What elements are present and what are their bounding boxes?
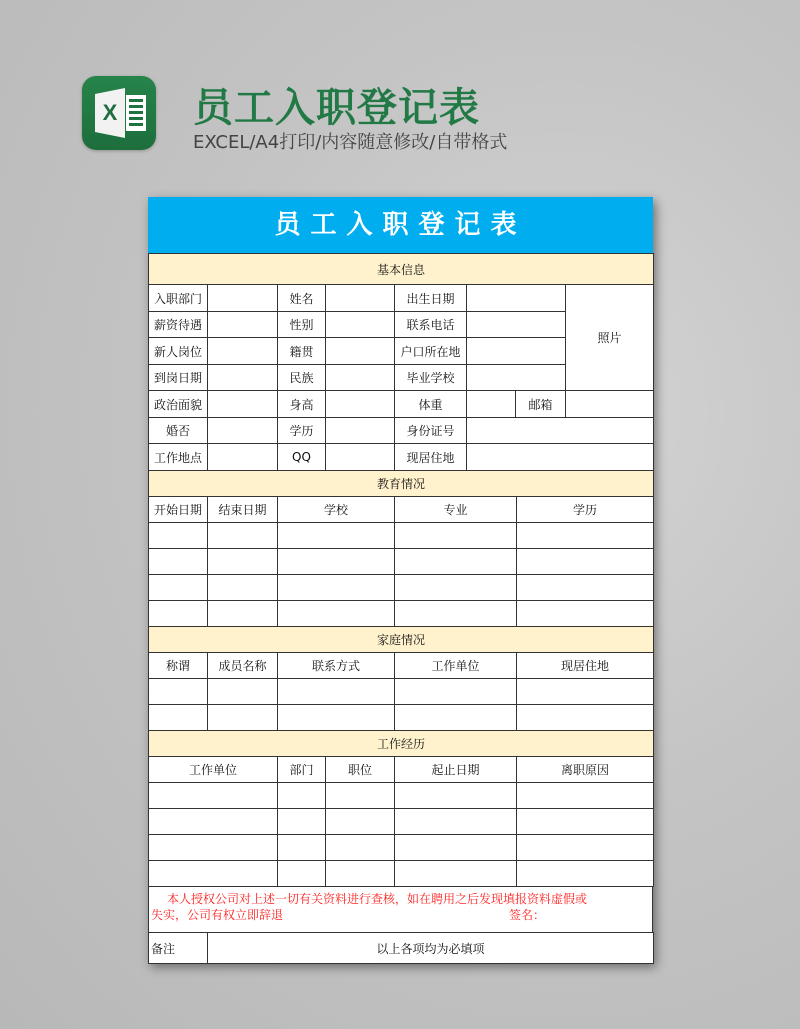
cell[interactable]	[208, 705, 278, 731]
field-school[interactable]	[467, 365, 566, 391]
cell[interactable]	[149, 835, 278, 861]
section-family: 家庭情况	[149, 627, 654, 653]
table-row	[149, 861, 654, 887]
cell[interactable]	[395, 601, 517, 627]
field-education[interactable]	[326, 418, 395, 444]
cell[interactable]	[326, 835, 395, 861]
cell[interactable]	[517, 549, 654, 575]
label-birthdate: 出生日期	[395, 285, 467, 312]
field-start-date[interactable]	[208, 365, 278, 391]
field-qq[interactable]	[326, 444, 395, 471]
cell[interactable]	[395, 549, 517, 575]
label-salary: 薪资待遇	[149, 312, 208, 338]
cell[interactable]	[208, 601, 278, 627]
field-department[interactable]	[208, 285, 278, 312]
field-weight[interactable]	[467, 391, 516, 418]
cell[interactable]	[149, 549, 208, 575]
photo-cell[interactable]: 照片	[566, 285, 654, 391]
cell[interactable]	[278, 705, 395, 731]
cell[interactable]	[395, 523, 517, 549]
cell[interactable]	[517, 861, 654, 887]
cell[interactable]	[149, 783, 278, 809]
label-education: 学历	[278, 418, 326, 444]
cell[interactable]	[278, 783, 326, 809]
remarks-table	[148, 932, 654, 964]
label-ethnicity: 民族	[278, 365, 326, 391]
cell[interactable]	[149, 523, 208, 549]
label-name: 姓名	[278, 285, 326, 312]
remarks-label: 备注	[149, 933, 208, 964]
table-row	[149, 523, 654, 549]
basic-info-table	[148, 253, 654, 471]
cell[interactable]	[517, 601, 654, 627]
declaration-line-1: 本人授权公司对上述一切有关资料进行查核，如在聘用之后发现填报资料虚假或	[167, 892, 588, 906]
brand-title: 员工入职登记表	[193, 85, 480, 131]
cell[interactable]	[208, 549, 278, 575]
cell[interactable]	[278, 575, 395, 601]
label-qq: QQ	[278, 444, 326, 471]
remarks-value[interactable]: 以上各项均为必填项	[208, 933, 654, 964]
cell[interactable]	[278, 679, 395, 705]
cell[interactable]	[517, 523, 654, 549]
cell[interactable]	[326, 861, 395, 887]
label-marital: 婚否	[149, 418, 208, 444]
field-household[interactable]	[467, 338, 566, 365]
cell[interactable]	[278, 861, 326, 887]
cell[interactable]	[517, 809, 654, 835]
label-gender: 性别	[278, 312, 326, 338]
table-row	[149, 601, 654, 627]
cell[interactable]	[278, 835, 326, 861]
field-native-place[interactable]	[326, 338, 395, 365]
excel-letter: X	[102, 100, 118, 125]
cell[interactable]	[278, 601, 395, 627]
cell[interactable]	[149, 679, 208, 705]
field-salary[interactable]	[208, 312, 278, 338]
field-name[interactable]	[326, 285, 395, 312]
col-end-date: 结束日期	[208, 497, 278, 523]
field-birthdate[interactable]	[467, 285, 566, 312]
section-education: 教育情况	[149, 471, 654, 497]
table-row	[149, 783, 654, 809]
cell[interactable]	[517, 705, 654, 731]
label-department: 入职部门	[149, 285, 208, 312]
table-row	[149, 549, 654, 575]
declaration-line-2: 失实，公司有权立即辞退	[151, 908, 284, 922]
cell[interactable]	[278, 549, 395, 575]
field-gender[interactable]	[326, 312, 395, 338]
field-position[interactable]	[208, 338, 278, 365]
cell[interactable]	[149, 705, 208, 731]
cell[interactable]	[395, 705, 517, 731]
cell[interactable]	[149, 861, 278, 887]
family-table	[148, 626, 654, 731]
field-political[interactable]	[208, 391, 278, 418]
signature-label[interactable]: 签名：	[509, 908, 546, 922]
table-row	[149, 705, 654, 731]
col-relation: 称谓	[149, 653, 208, 679]
col-school: 学校	[278, 497, 395, 523]
label-height: 身高	[278, 391, 326, 418]
label-household: 户口所在地	[395, 338, 467, 365]
cell[interactable]	[517, 835, 654, 861]
field-marital[interactable]	[208, 418, 278, 444]
cell[interactable]	[208, 679, 278, 705]
table-row	[149, 575, 654, 601]
label-position: 新人岗位	[149, 338, 208, 365]
table-row	[149, 809, 654, 835]
excel-icon	[82, 76, 156, 150]
cell[interactable]	[208, 575, 278, 601]
col-department: 部门	[278, 757, 326, 783]
table-row	[149, 679, 654, 705]
cell[interactable]	[395, 835, 517, 861]
declaration	[148, 886, 653, 932]
field-current-address[interactable]	[467, 444, 654, 471]
col-period: 起止日期	[395, 757, 517, 783]
col-leave-reason: 离职原因	[517, 757, 654, 783]
field-id-number[interactable]	[467, 418, 654, 444]
cell[interactable]	[395, 679, 517, 705]
label-current-address: 现居住地	[395, 444, 467, 471]
education-table	[148, 470, 654, 627]
cell[interactable]	[278, 523, 395, 549]
field-height[interactable]	[326, 391, 395, 418]
cell[interactable]	[395, 575, 517, 601]
cell[interactable]	[395, 861, 517, 887]
cell[interactable]	[517, 679, 654, 705]
field-phone[interactable]	[467, 312, 566, 338]
col-degree: 学历	[517, 497, 654, 523]
cell[interactable]	[517, 783, 654, 809]
label-work-location: 工作地点	[149, 444, 208, 471]
cell[interactable]	[395, 809, 517, 835]
cell[interactable]	[149, 575, 208, 601]
col-contact: 联系方式	[278, 653, 395, 679]
form-title: 员工入职登记表	[148, 197, 653, 253]
col-major: 专业	[395, 497, 517, 523]
cell[interactable]	[326, 783, 395, 809]
spreadsheet-grid-icon	[126, 95, 146, 131]
field-work-location[interactable]	[208, 444, 278, 471]
form-sheet	[148, 197, 653, 963]
label-phone: 联系电话	[395, 312, 467, 338]
work-history-table	[148, 730, 654, 887]
col-member-name: 成员名称	[208, 653, 278, 679]
col-start-date: 开始日期	[149, 497, 208, 523]
label-political: 政治面貌	[149, 391, 208, 418]
field-email[interactable]	[566, 391, 654, 418]
section-basic-info: 基本信息	[149, 254, 654, 285]
label-weight: 体重	[395, 391, 467, 418]
table-row	[149, 835, 654, 861]
label-id-number: 身份证号	[395, 418, 467, 444]
field-ethnicity[interactable]	[326, 365, 395, 391]
cell[interactable]	[326, 809, 395, 835]
cell[interactable]	[395, 783, 517, 809]
section-work-history: 工作经历	[149, 731, 654, 757]
cell[interactable]	[208, 523, 278, 549]
col-employer: 工作单位	[395, 653, 517, 679]
cell[interactable]	[278, 809, 326, 835]
cell[interactable]	[149, 809, 278, 835]
label-email: 邮箱	[516, 391, 566, 418]
col-job-title: 职位	[326, 757, 395, 783]
cell[interactable]	[149, 601, 208, 627]
col-residence: 现居住地	[517, 653, 654, 679]
label-start-date: 到岗日期	[149, 365, 208, 391]
label-school: 毕业学校	[395, 365, 467, 391]
cell[interactable]	[517, 575, 654, 601]
col-company: 工作单位	[149, 757, 278, 783]
brand-subtitle: EXCEL/A4打印/内容随意修改/自带格式	[193, 132, 508, 153]
label-native-place: 籍贯	[278, 338, 326, 365]
